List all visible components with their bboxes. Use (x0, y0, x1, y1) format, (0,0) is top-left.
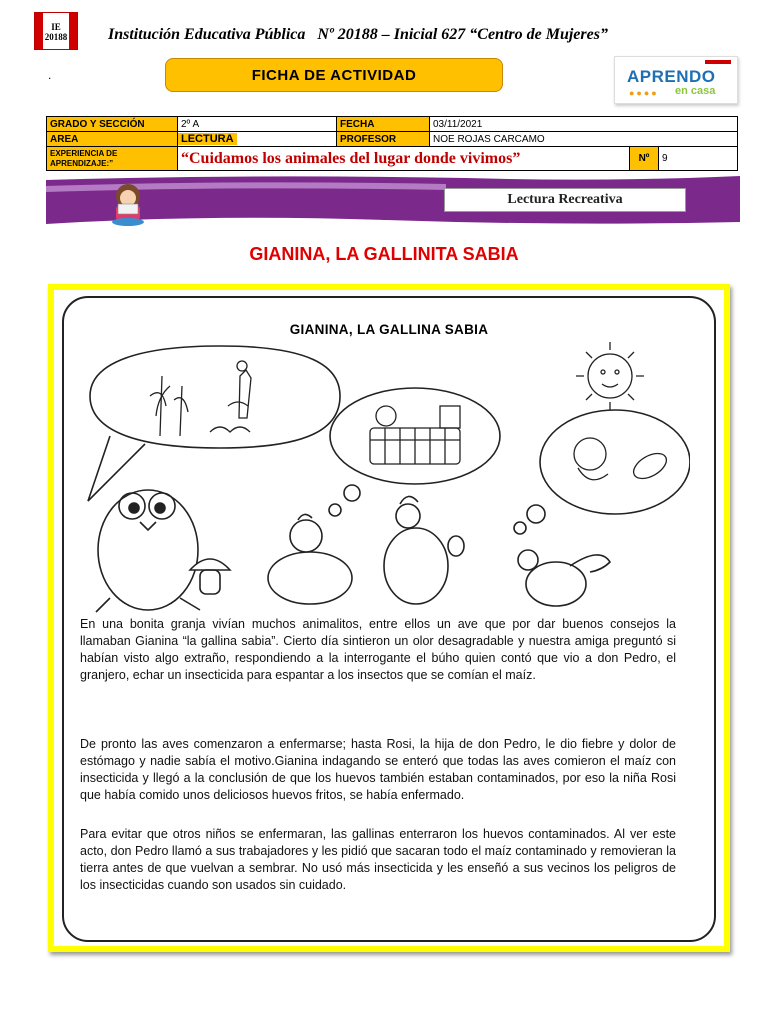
crest-band-right (69, 13, 77, 49)
logo-red-bar (705, 60, 731, 64)
sun-icon (576, 342, 644, 410)
ficha-title: FICHA DE ACTIVIDAD (165, 58, 503, 92)
story-illustration (70, 336, 690, 616)
mushroom-icon (190, 559, 230, 594)
stray-dot: . (48, 68, 52, 82)
experiencia-label: EXPERIENCIA DE APRENDIZAJE:” (47, 147, 178, 171)
story-paragraph: Para evitar que otros niños se enfermaran, las gallinas enterraron los huevos contaminados. Al ver este acto, don Pedro llamó a sus trabajadores y les pidió que sacaran todo el maíz contaminado y removieran la tierra antes de que vuelvan a sembrar. No usó más insecticida y les enseñó a sus vecinos los peligros de los insecticidas cuando son usados sin cuidado. (80, 827, 676, 892)
grado-label: GRADO Y SECCIÓN (47, 117, 178, 132)
owl-icon (96, 490, 200, 612)
numero-value: 9 (659, 147, 738, 171)
area-label: AREA (47, 132, 178, 147)
fecha-label: FECHA (337, 117, 430, 132)
aprendo-sub: en casa (675, 85, 716, 97)
thought-dot-1 (329, 504, 341, 516)
owl-speech-bubble (88, 346, 340, 501)
logo-dots: ●●●● (629, 88, 659, 98)
banner-label: Lectura Recreativa (444, 188, 686, 212)
crest-band-left (35, 13, 43, 49)
crest-number: IE 20188 (44, 22, 68, 42)
numero-label: Nº (630, 147, 659, 171)
experiencia-value: “Cuidamos los animales del lugar donde vivimos” (178, 147, 630, 171)
story-paragraph: De pronto las aves comenzaron a enfermarse; hasta Rosi, la hija de don Pedro, le dio fiebre y dolor de estómago y nadie sabía el motivo.Gianina indagando se enteró que todas las aves comieron el maíz con insecticida y llegó a la conclusión de que los huevos también estaban contaminados, por eso la niña Rosi que había comido unos deliciosos huevos fritos, se había enfermado. (80, 737, 676, 802)
page-title: GIANINA, LA GALLINITA SABIA (249, 244, 519, 264)
thought-dot-3 (514, 522, 526, 534)
fecha-value: 03/11/2021 (430, 117, 738, 132)
story-paragraph: En una bonita granja vivían muchos animalitos, entre ellos un ave que por dar buenos consejos la llamaban Gianina “la gallina sabia”. Cierto día sintieron un olor desagradable y nuestra amiga preguntó si habían visto algo extraño, respondiendo a la interrogante el búho quien contó que vio a don Pedro, el granjero, echar un insecticida para espantar a los insectos que se comían el maíz. (80, 617, 676, 682)
rooster-egg-icon (384, 496, 464, 604)
aprendo-title: APRENDO (627, 67, 716, 86)
info-row-grado (47, 117, 738, 132)
grado-value: 2º A (178, 117, 337, 132)
school-crest-logo (34, 12, 78, 50)
institution-name: Institución Educativa Pública Nº 20188 – Inicial 627 “Centro de Mujeres” (108, 26, 608, 43)
chick-thought-bubble (540, 410, 690, 514)
profesor-label: PROFESOR (337, 132, 430, 147)
thought-dot-4 (527, 505, 545, 523)
thought-dot-2 (344, 485, 360, 501)
story-title: GIANINA, LA GALLINA SABIA (289, 322, 489, 337)
info-table (46, 116, 738, 171)
aprendo-en-casa-logo (614, 56, 738, 104)
hen-sitting-icon (268, 514, 352, 604)
area-value: LECTURA (178, 133, 237, 145)
hen-chicks-icon (518, 550, 610, 606)
info-row-experiencia (47, 147, 738, 171)
profesor-value: NOE ROJAS CARCAMO (430, 132, 738, 147)
info-row-area (47, 132, 738, 147)
area-value-cell (178, 132, 337, 147)
